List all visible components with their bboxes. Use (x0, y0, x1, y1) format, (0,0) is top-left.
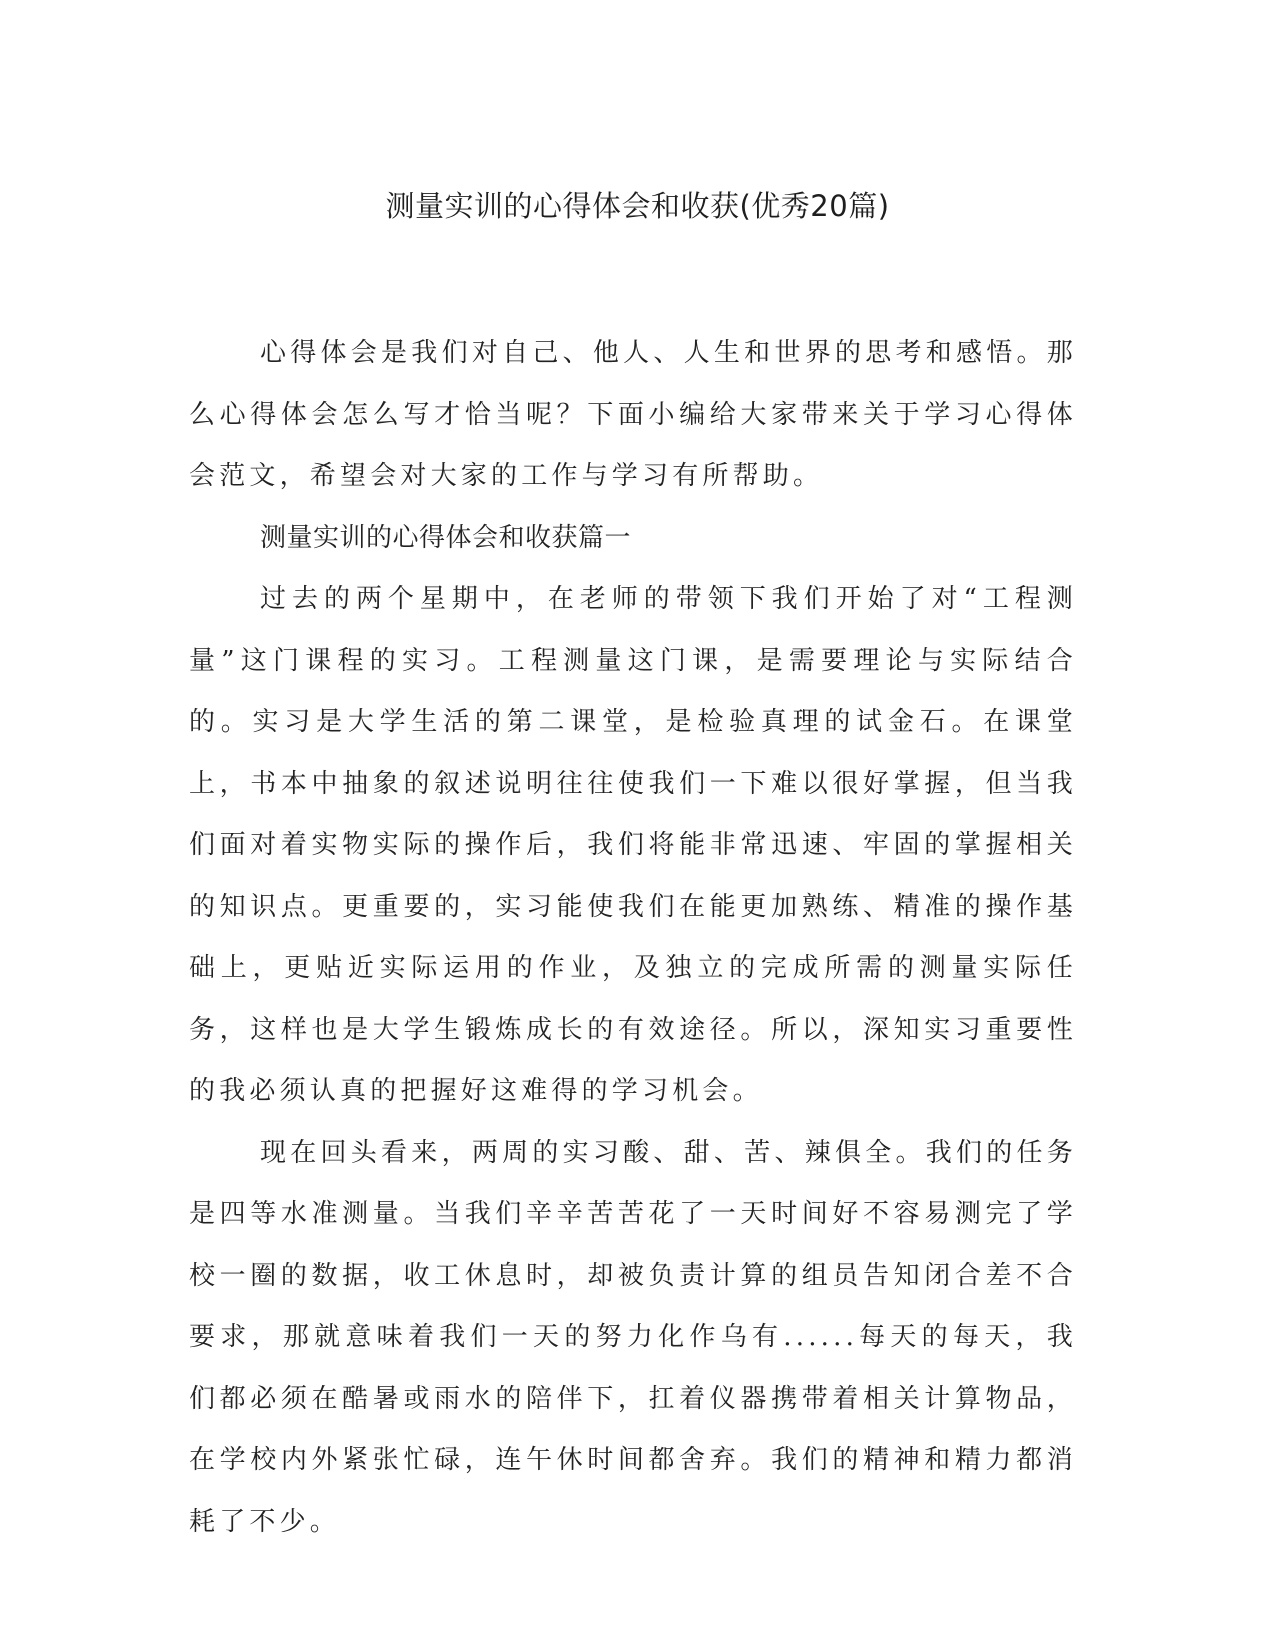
document-title: 测量实训的心得体会和收获(优秀20篇) (385, 189, 890, 223)
body-paragraph-1: 过去的两个星期中，在老师的带领下我们开始了对“工程测量”这门课程的实习。工程测量这门课，是需要理论与实际结合的。实习是大学生活的第二课堂，是检验真理的试金石。在课堂上，书本中抽象的叙述说明往往使我们一下难以很好掌握，但当我们面对着实物实际的操作后，我们将能非常迅速、牢固的掌握相关的知识点。更重要的，实习能使我们在能更加熟练、精准的操作基础上，更贴近实际运用的作业，及独立的完成所需的测量实际任务，这样也是大学生锻炼成长的有效途径。所以，深知实习重要性的我必须认真的把握好这难得的学习机会。 (189, 584, 1077, 1106)
section-heading: 测量实训的心得体会和收获篇一 (260, 522, 632, 553)
intro-paragraph: 心得体会是我们对自己、他人、人生和世界的思考和感悟。那么心得体会怎么写才恰当呢？下面小编给大家带来关于学习心得体会范文，希望会对大家的工作与学习有所帮助。 (189, 338, 1077, 491)
document-body (189, 323, 1077, 1553)
body-paragraph-2: 现在回头看来，两周的实习酸、甜、苦、辣俱全。我们的任务是四等水准测量。当我们辛辛苦苦花了一天时间好不容易测完了学校一圈的数据，收工休息时，却被负责计算的组员告知闭合差不合要求，那就意味着我们一天的努力化作乌有......每天的每天，我们都必须在酷暑或雨水的陪伴下，扛着仪器携带着相关计算物品，在学校内外紧张忙碌，连午休时间都舍弃。我们的精神和精力都消耗了不少。 (189, 1137, 1077, 1537)
